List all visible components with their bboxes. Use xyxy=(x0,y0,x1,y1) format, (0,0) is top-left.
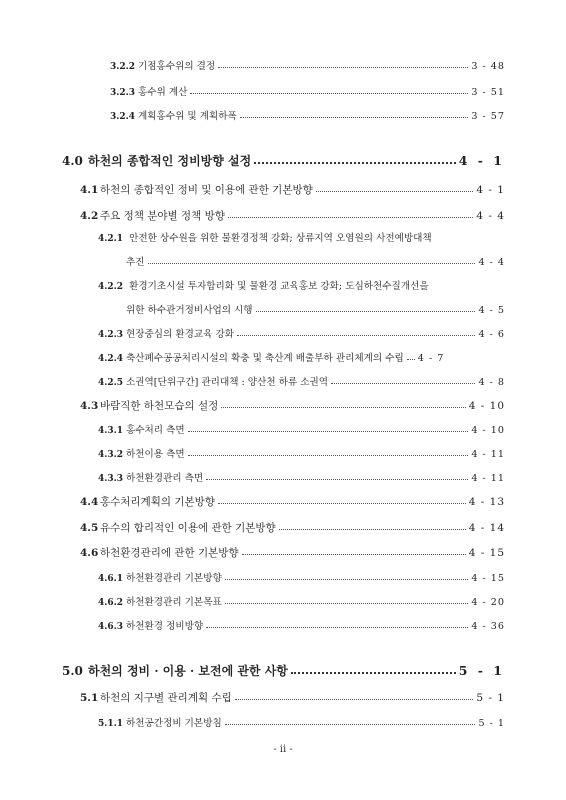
toc-entry[interactable] xyxy=(80,690,505,705)
toc-title: 홍수처리 측면 xyxy=(126,425,185,436)
toc-number: 4.2.4 xyxy=(98,354,124,364)
toc-page: 4 - 1 xyxy=(476,184,505,196)
toc-entry[interactable] xyxy=(98,594,505,608)
toc-title: 하천환경관리 기본목표 xyxy=(126,597,222,608)
toc-entry[interactable] xyxy=(80,520,505,535)
toc-entry[interactable] xyxy=(110,58,505,72)
toc-number: 4.2.1 xyxy=(98,234,124,244)
leader-dots xyxy=(254,162,455,164)
toc-title: 주요 정책 분야별 정책 방향 xyxy=(100,210,225,222)
leader-dots xyxy=(188,431,469,432)
toc-page: 4 - 6 xyxy=(478,329,505,340)
toc-title: 현장중심의 환경교육 강화 xyxy=(126,329,235,340)
page-number-footer: - ii - xyxy=(273,744,293,755)
leader-dots xyxy=(218,503,466,504)
toc-page: 4 - 1 xyxy=(458,153,505,168)
toc-page: 4 - 10 xyxy=(471,425,505,436)
toc-page: 4 - 11 xyxy=(471,473,505,484)
toc-number: 4.3.3 xyxy=(98,474,124,484)
leader-dots xyxy=(225,724,476,725)
toc-number: 4.6.2 xyxy=(98,598,124,608)
leader-dots xyxy=(188,455,469,456)
toc-title: 환경기초시설 투자합리화 및 물환경 교육홍보 강화; 도심하천수질개선을 xyxy=(129,281,429,292)
toc-page: 5 - 1 xyxy=(476,692,505,704)
toc-page: 3 - 51 xyxy=(471,87,505,98)
toc-title: 홍수위 계산 xyxy=(138,87,188,98)
toc-title: 하천공간정비 기본방침 xyxy=(126,718,222,729)
toc-number: 4.6.1 xyxy=(98,574,124,584)
toc-title: 홍수처리계획의 기본방향 xyxy=(100,496,215,508)
toc-title: 계획홍수위 및 계획하폭 xyxy=(138,111,237,122)
toc-page: 4 - 11 xyxy=(471,449,505,460)
toc-page: 4 - 14 xyxy=(468,522,505,534)
leader-dots xyxy=(225,603,469,604)
toc-number: 4.2.2 xyxy=(98,282,124,292)
toc-entry[interactable] xyxy=(80,398,505,413)
leader-dots xyxy=(256,311,476,312)
toc-number: 4.2 xyxy=(80,210,99,222)
leader-dots xyxy=(331,383,475,384)
toc-title: 하천의 정비 · 이용 · 보전에 관한 사항 xyxy=(88,664,288,678)
toc-title: 하천환경관리에 관한 기본방향 xyxy=(100,547,239,559)
toc-number: 4.6.3 xyxy=(98,622,124,632)
toc-page: 4 - 15 xyxy=(468,547,505,559)
toc-number: 3.2.3 xyxy=(110,88,136,98)
toc-page: 4 - 7 xyxy=(417,353,445,364)
toc-number: 4.2.5 xyxy=(98,378,124,388)
toc-page: 4 - 4 xyxy=(476,210,505,222)
toc-entry[interactable] xyxy=(98,570,505,584)
toc-page: 5 - 1 xyxy=(478,718,505,729)
toc-page: 4 - 15 xyxy=(471,573,505,584)
toc-page: 4 - 8 xyxy=(478,377,505,388)
toc-title: 기점홍수위의 결정 xyxy=(138,61,216,72)
toc-title: 하천환경관리 기본방향 xyxy=(126,573,222,584)
toc-entry[interactable] xyxy=(80,208,505,223)
toc-entry[interactable] xyxy=(98,422,505,436)
toc-page: 5 - 1 xyxy=(458,663,505,678)
toc-entry-first-line[interactable] xyxy=(98,230,432,244)
toc-page: 4 - 10 xyxy=(468,400,505,412)
toc-entry[interactable] xyxy=(98,715,505,729)
toc-page: 3 - 48 xyxy=(471,61,505,72)
toc-page: 3 - 57 xyxy=(471,111,505,122)
toc-number: 4.2.3 xyxy=(98,330,124,340)
toc-number: 4.3.1 xyxy=(98,426,124,436)
leader-dots xyxy=(242,554,466,555)
toc-number: 5.0 xyxy=(62,664,83,678)
toc-entry[interactable] xyxy=(98,374,505,388)
leader-dots xyxy=(190,93,468,94)
toc-number: 5.1.1 xyxy=(98,719,124,729)
leader-dots xyxy=(206,627,468,628)
toc-entry-continuation[interactable] xyxy=(126,254,505,268)
toc-entry[interactable] xyxy=(98,446,505,460)
toc-number: 3.2.4 xyxy=(110,112,136,122)
toc-title: 하천의 종합적인 정비 및 이용에 관한 기본방향 xyxy=(100,184,313,196)
leader-dots xyxy=(206,479,468,480)
toc-page: 4 - 5 xyxy=(478,305,505,316)
toc-number: 4.0 xyxy=(62,154,83,168)
toc-entry[interactable] xyxy=(98,350,505,364)
toc-entry[interactable] xyxy=(80,494,505,509)
toc-entry[interactable] xyxy=(98,326,505,340)
toc-title: 유수의 합리적인 이용에 관한 기본방향 xyxy=(100,522,276,534)
leader-dots xyxy=(407,359,415,360)
toc-number: 4.1 xyxy=(80,184,99,196)
toc-number: 3.2.2 xyxy=(110,62,136,72)
toc-entry[interactable] xyxy=(80,545,505,560)
toc-entry-first-line[interactable] xyxy=(98,278,429,292)
leader-dots xyxy=(240,117,469,118)
toc-entry[interactable] xyxy=(110,108,505,122)
toc-chapter[interactable] xyxy=(62,152,505,169)
toc-title: 하천환경관리 측면 xyxy=(126,473,204,484)
toc-chapter[interactable] xyxy=(62,662,505,679)
toc-title: 하천이용 측면 xyxy=(126,449,185,460)
toc-page: 4 - 36 xyxy=(471,621,505,632)
leader-dots xyxy=(279,529,466,530)
leader-dots xyxy=(228,217,473,218)
leader-dots xyxy=(225,579,469,580)
toc-title: 안전한 상수원을 위한 물환경정책 강화; 상류지역 오염원의 사전예방대책 xyxy=(129,233,432,244)
toc-title: 바람직한 하천모습의 설정 xyxy=(100,400,219,412)
toc-title-continuation: 위한 하수관거정비사업의 시행 xyxy=(126,305,253,316)
toc-number: 4.3 xyxy=(80,400,99,412)
leader-dots xyxy=(235,699,474,700)
toc-title: 하천의 종합적인 정비방향 설정 xyxy=(88,154,252,168)
toc-title: 소권역[단위구간] 관리대책 : 양산천 하류 소권역 xyxy=(126,377,329,388)
toc-entry[interactable] xyxy=(98,470,505,484)
toc-title: 축산폐수공공처리시설의 확충 및 축산계 배출부하 관리체계의 수립 xyxy=(126,353,404,364)
toc-number: 4.6 xyxy=(80,547,99,559)
toc-title: 하천의 지구별 관리계획 수립 xyxy=(100,692,232,704)
toc-entry[interactable] xyxy=(110,84,505,98)
toc-number: 5.1 xyxy=(80,692,99,704)
leader-dots xyxy=(221,407,465,408)
toc-title: 하천환경 정비방향 xyxy=(126,621,204,632)
toc-title-continuation: 추진 xyxy=(126,257,145,268)
toc-page: 4 - 20 xyxy=(471,597,505,608)
toc-entry-continuation[interactable] xyxy=(126,302,505,316)
toc-number: 4.4 xyxy=(80,496,99,508)
leader-dots xyxy=(237,335,475,336)
toc-entry[interactable] xyxy=(80,182,505,197)
leader-dots xyxy=(148,263,476,264)
toc-page: 4 - 13 xyxy=(468,496,505,508)
leader-dots xyxy=(291,672,456,674)
toc-number: 4.5 xyxy=(80,522,99,534)
leader-dots xyxy=(316,191,474,192)
leader-dots xyxy=(218,67,468,68)
toc-page: 4 - 4 xyxy=(478,257,505,268)
toc-number: 4.3.2 xyxy=(98,450,124,460)
toc-entry[interactable] xyxy=(98,618,505,632)
